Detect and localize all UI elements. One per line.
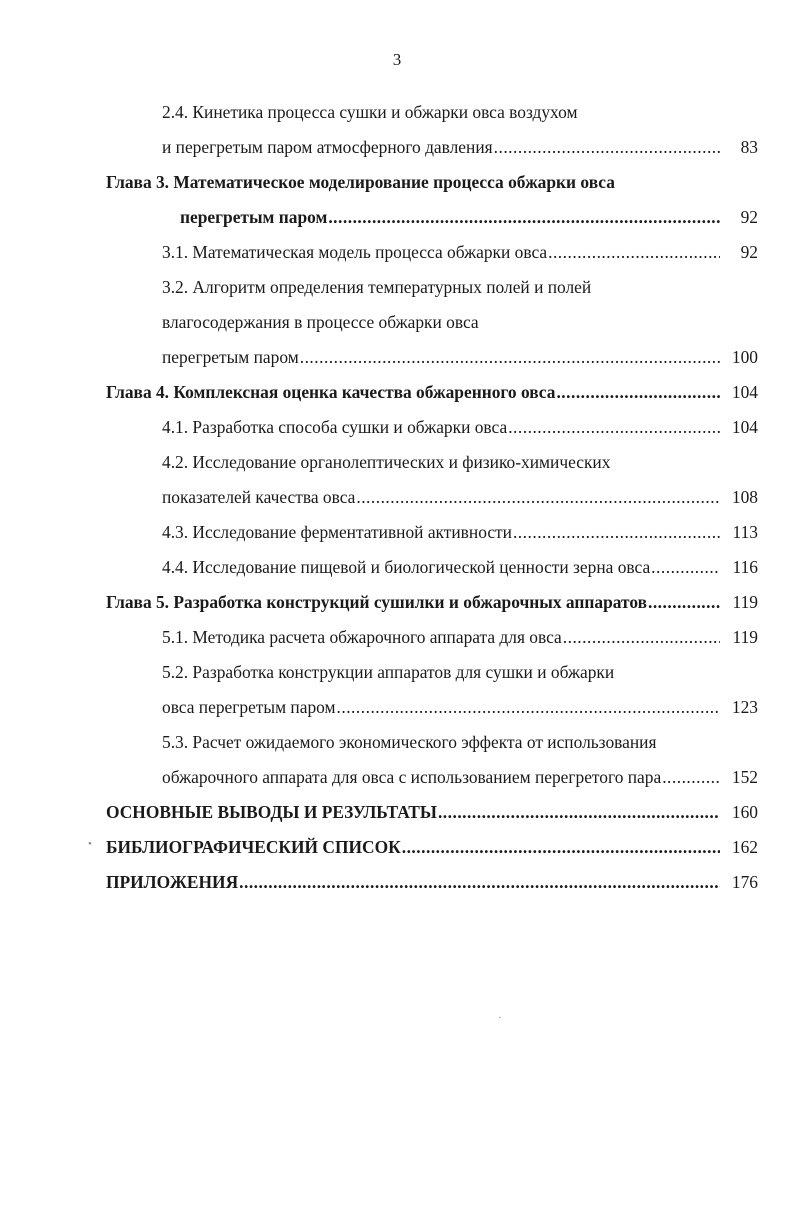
toc-page-number: 92 <box>740 207 758 227</box>
leader-dots <box>402 836 720 858</box>
toc-entry-text: 4.1. Разработка способа сушки и обжарки овса <box>162 417 508 437</box>
toc-entry-3-1[interactable] <box>162 241 758 263</box>
leader-dots <box>662 766 720 788</box>
leader-dots <box>548 241 720 263</box>
toc-page-number: 104 <box>731 382 758 402</box>
toc-entry-text: 2.4. Кинетика процесса сушки и обжарки овса воздухом <box>162 102 578 122</box>
toc-entry-text: ПРИЛОЖЕНИЯ <box>106 872 239 892</box>
leader-dots <box>239 871 720 893</box>
toc-chapter-4[interactable] <box>106 381 758 403</box>
toc-page-number: 92 <box>740 242 758 262</box>
toc-entry-text: 3.2. Алгоритм определения температурных полей и полей <box>162 277 592 297</box>
toc-entry-3-2-cont <box>162 311 758 333</box>
table-of-contents <box>0 96 794 916</box>
toc-entry-text: 4.2. Исследование органолептических и физико-химических <box>162 452 611 472</box>
toc-page-number: 108 <box>731 487 758 507</box>
toc-entry-text: 5.3. Расчет ожидаемого экономического эффекта от использования <box>162 732 657 752</box>
leader-dots <box>508 416 720 438</box>
toc-entry-text: Глава 4. Комплексная оценка качества обжаренного овса <box>106 382 556 402</box>
toc-entry-text: ОСНОВНЫЕ ВЫВОДЫ И РЕЗУЛЬТАТЫ <box>106 802 437 822</box>
toc-entry-3-2 <box>162 276 758 298</box>
toc-page-number: 100 <box>731 347 758 367</box>
leader-dots <box>300 346 720 368</box>
toc-page-number: 123 <box>731 697 758 717</box>
toc-entry-5-2 <box>162 661 758 683</box>
toc-page-number: 83 <box>740 137 758 157</box>
toc-entry-3-2-cont2[interactable] <box>162 346 758 368</box>
toc-conclusions[interactable] <box>106 801 758 823</box>
toc-entry-text: и перегретым паром атмосферного давления <box>162 137 493 157</box>
toc-entry-text: 5.1. Методика расчета обжарочного аппарата для овса <box>162 627 562 647</box>
toc-entry-text: овса перегретым паром <box>162 697 336 717</box>
toc-page-number: 113 <box>732 522 758 542</box>
toc-page-number: 152 <box>731 767 758 787</box>
toc-page-number: 119 <box>732 627 758 647</box>
leader-dots <box>438 801 720 823</box>
scan-speck: · <box>498 1012 502 1024</box>
toc-entry-text: перегретым паром <box>180 207 328 227</box>
toc-entry-text: показателей качества овса <box>162 487 356 507</box>
toc-chapter-3-cont[interactable] <box>180 206 758 228</box>
leader-dots <box>328 206 720 228</box>
toc-entry-text: Глава 3. Математическое моделирование процесса обжарки овса <box>106 172 615 192</box>
toc-entry-text: Глава 5. Разработка конструкций сушилки и обжарочных аппаратов <box>106 592 647 612</box>
toc-chapter-3 <box>106 171 758 193</box>
toc-appendices[interactable] <box>106 871 758 893</box>
toc-entry-2-4-cont[interactable] <box>162 136 758 158</box>
toc-bibliography[interactable] <box>106 836 758 858</box>
toc-page-number: 162 <box>731 837 758 857</box>
leader-dots <box>494 136 720 158</box>
toc-chapter-5[interactable] <box>106 591 758 613</box>
toc-entry-5-3 <box>162 731 758 753</box>
toc-entry-4-2-cont[interactable] <box>162 486 758 508</box>
toc-page-number: 160 <box>731 802 758 822</box>
toc-page-number: 119 <box>732 592 758 612</box>
toc-entry-4-4[interactable] <box>162 556 758 578</box>
toc-entry-2-4 <box>162 101 758 123</box>
toc-entry-4-3[interactable] <box>162 521 758 543</box>
toc-entry-text: 4.3. Исследование ферментативной активности <box>162 522 512 542</box>
toc-entry-text: БИБЛИОГРАФИЧЕСКИЙ СПИСОК <box>106 837 401 857</box>
leader-dots <box>337 696 720 718</box>
toc-page-number: 116 <box>732 557 758 577</box>
toc-entry-5-2-cont[interactable] <box>162 696 758 718</box>
toc-entry-4-1[interactable] <box>162 416 758 438</box>
toc-entry-text: 3.1. Математическая модель процесса обжарки овса <box>162 242 548 262</box>
toc-entry-5-1[interactable] <box>162 626 758 648</box>
leader-dots <box>356 486 720 508</box>
leader-dots <box>556 381 720 403</box>
leader-dots <box>651 556 720 578</box>
page-number: 3 <box>392 50 402 69</box>
scan-speck: • <box>88 838 92 850</box>
toc-page-number: 176 <box>731 872 758 892</box>
toc-entry-5-3-cont[interactable] <box>162 766 758 788</box>
toc-entry-text: обжарочного аппарата для овса с использованием перегретого пара <box>162 767 662 787</box>
leader-dots <box>563 626 720 648</box>
leader-dots <box>513 521 720 543</box>
toc-entry-text: 4.4. Исследование пищевой и биологической ценности зерна овса <box>162 557 651 577</box>
toc-entry-text: 5.2. Разработка конструкции аппаратов для сушки и обжарки <box>162 662 615 682</box>
toc-entry-text: перегретым паром <box>162 347 299 367</box>
toc-entry-4-2 <box>162 451 758 473</box>
leader-dots <box>648 591 720 613</box>
toc-page-number: 104 <box>731 417 758 437</box>
toc-entry-text: влагосодержания в процессе обжарки овса <box>162 312 479 332</box>
